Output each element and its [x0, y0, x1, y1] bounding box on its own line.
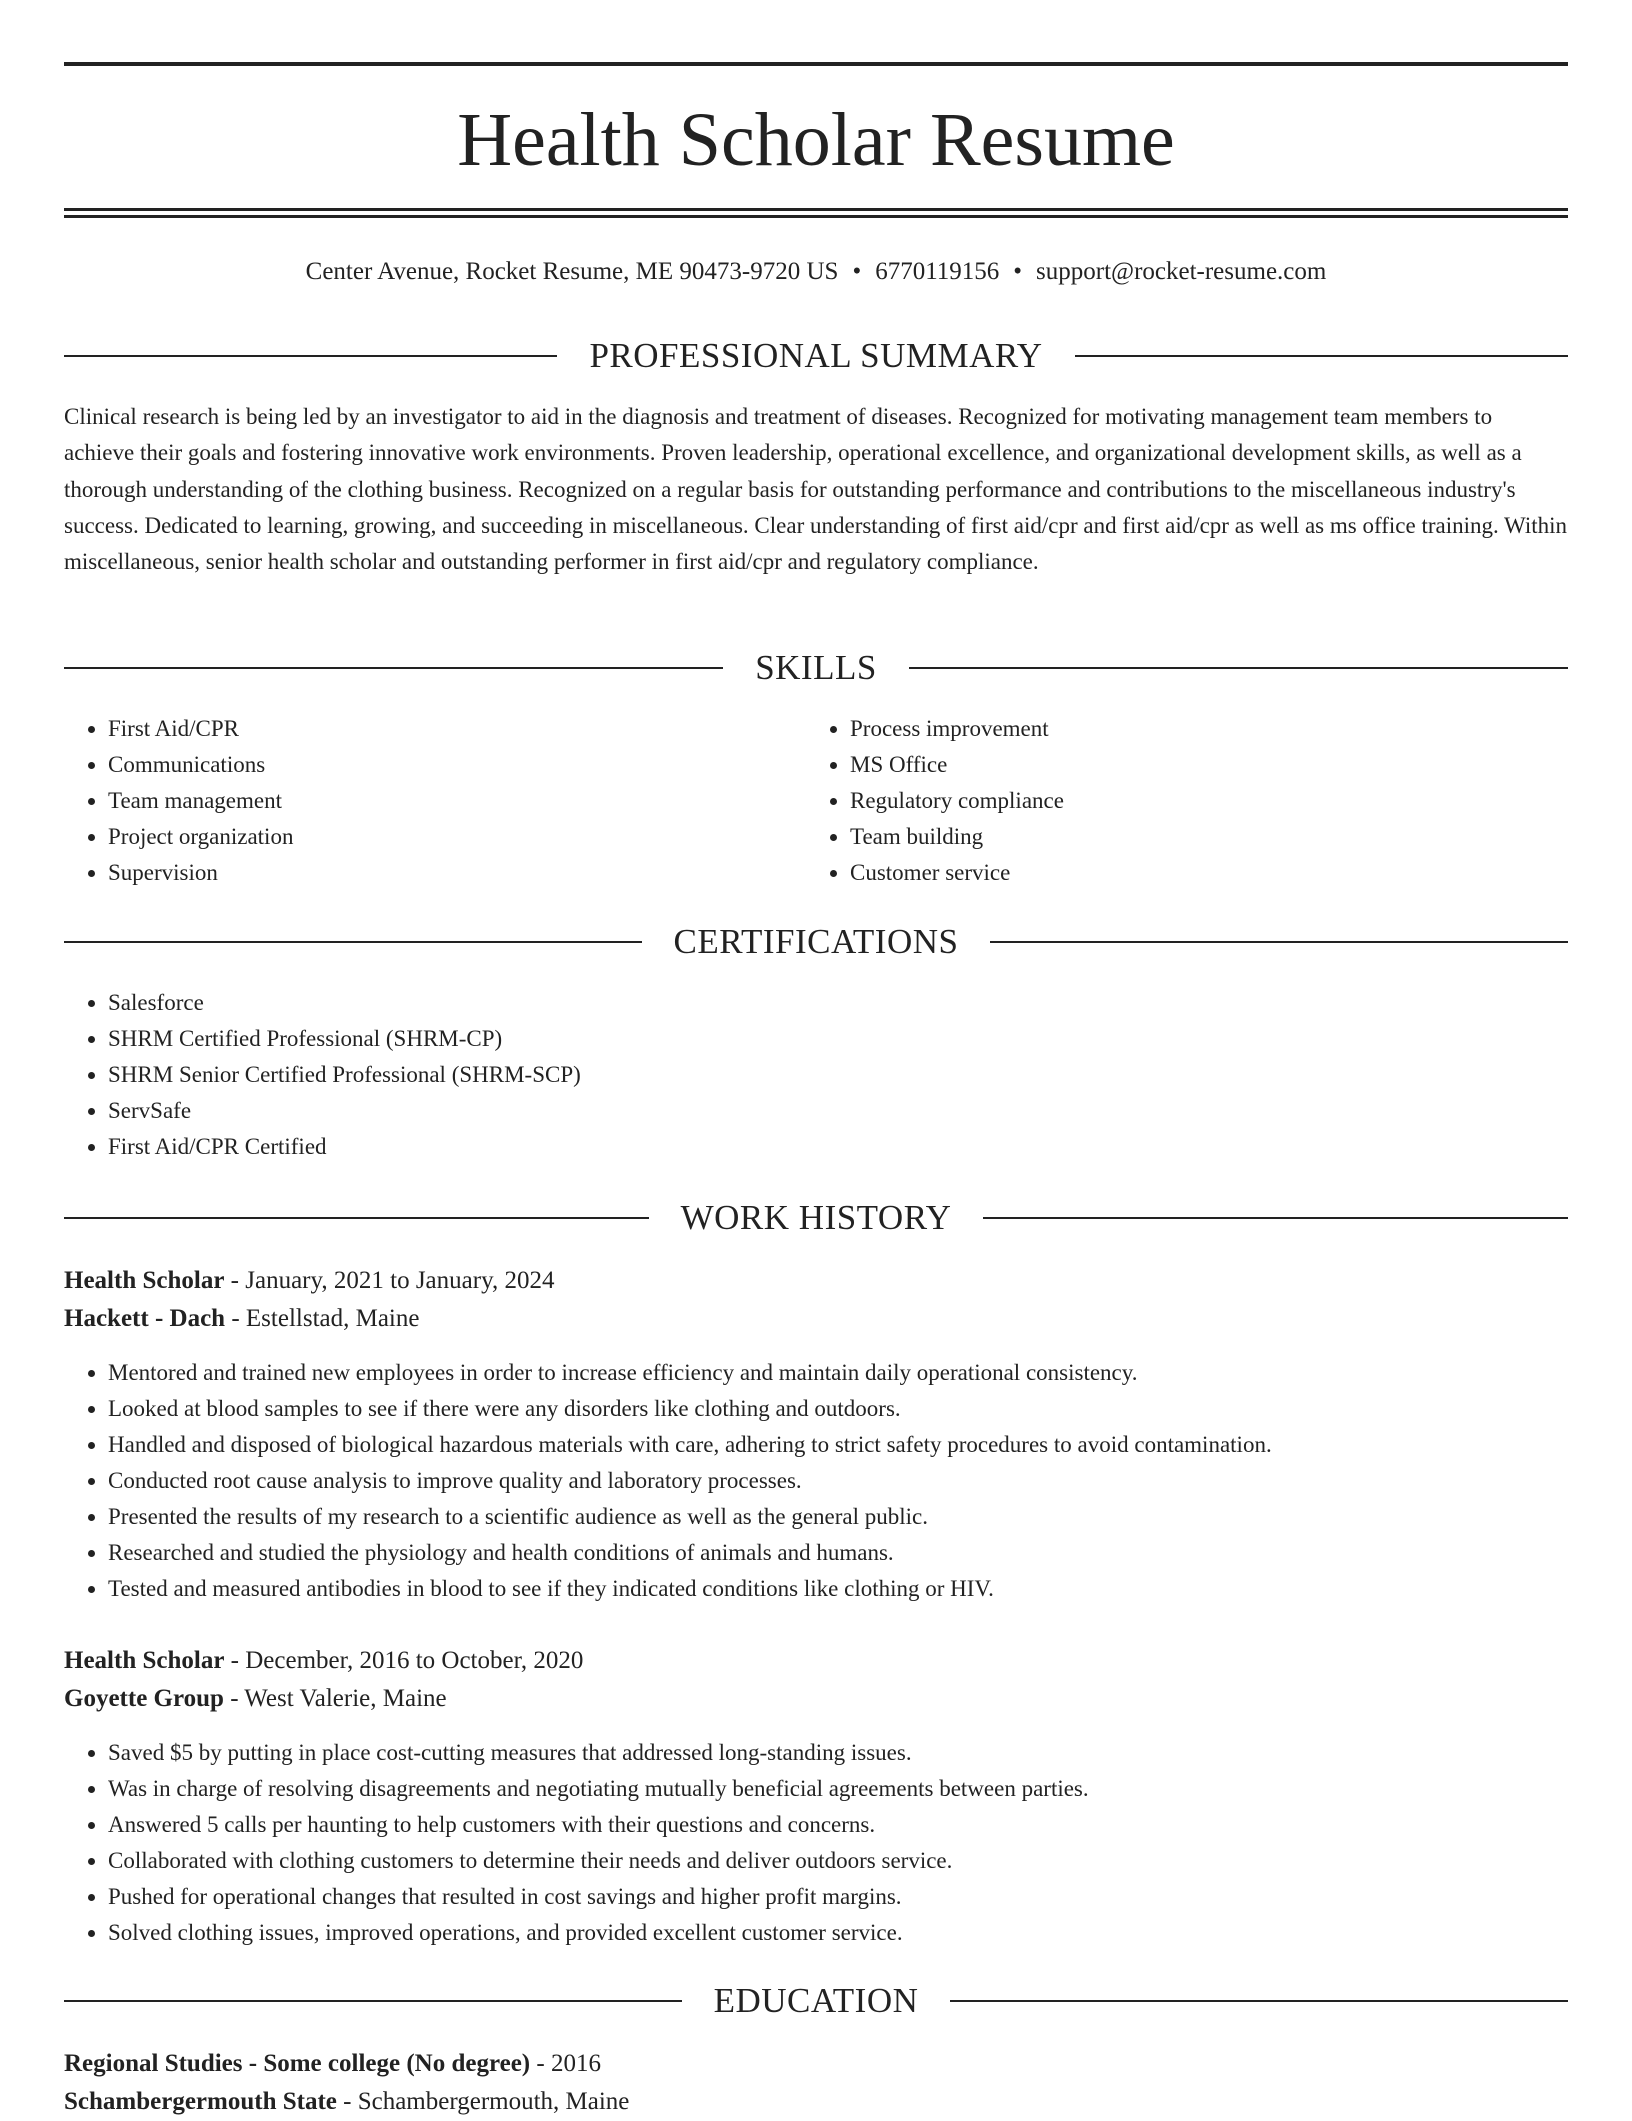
heading-rule-left [64, 2000, 682, 2002]
job-dates: - January, 2021 to January, 2024 [230, 1267, 555, 1294]
heading-rule-left [64, 1217, 649, 1219]
list-item: • Handled and disposed of biological hazardous materials with care, adhering to strict safety procedures to avoid contamination. [108, 1427, 1568, 1463]
contact-address: Center Avenue, Rocket Resume, ME 90473-9720 US [305, 258, 839, 285]
summary-heading [64, 334, 1568, 378]
education-location: - Schambergermouth, Maine [343, 2088, 630, 2115]
job-title: Health Scholar [64, 1647, 225, 1674]
skills-heading-label: SKILLS [755, 648, 877, 687]
list-item: • Collaborated with clothing customers to determine their needs and deliver outdoors service. [108, 1843, 1568, 1879]
job-company: Goyette Group [64, 1685, 224, 1712]
education-heading-label: EDUCATION [713, 1981, 919, 2020]
job-company: Hackett - Dach [64, 1305, 226, 1332]
certifications-list [64, 985, 1568, 1165]
title-rule-upper [64, 208, 1568, 211]
heading-rule-right [909, 667, 1568, 669]
education-degree-line [64, 2045, 1568, 2083]
list-item: • Looked at blood samples to see if there were any disorders like clothing and outdoors. [108, 1391, 1568, 1427]
list-item: • Team management [108, 783, 808, 819]
list-item: • Saved $5 by putting in place cost-cutting measures that addressed long-standing issues. [108, 1735, 1568, 1771]
list-item: • Project organization [108, 819, 808, 855]
contact-line [64, 254, 1568, 290]
list-item: • Researched and studied the physiology and health conditions of animals and humans. [108, 1535, 1568, 1571]
education-degree: Regional Studies - Some college (No degree) [64, 2050, 531, 2077]
list-item: • Regulatory compliance [850, 783, 1550, 819]
list-item: • Pushed for operational changes that resulted in cost savings and higher profit margins. [108, 1879, 1568, 1915]
list-item: • Salesforce [108, 985, 1568, 1021]
job-bullets [64, 1355, 1568, 1607]
heading-rule-left [64, 941, 642, 943]
summary-heading-label: PROFESSIONAL SUMMARY [589, 336, 1043, 375]
list-item: • SHRM Certified Professional (SHRM-CP) [108, 1021, 1568, 1057]
heading-rule-left [64, 667, 723, 669]
skills-list-left [64, 711, 808, 891]
list-item: • First Aid/CPR Certified [108, 1129, 1568, 1165]
list-item: • ServSafe [108, 1093, 1568, 1129]
summary-text: Clinical research is being led by an investigator to aid in the diagnosis and treatment of diseases. Recognized for motivating management team members to achieve their goals and fostering innovative work environments. Proven leadership, operational excellence, and organizational development skills, as well as a thorough understanding of the clothing business. Recognized on a regular basis for outstanding performance and contributions to the miscellaneous industry's success. Dedicated to learning, growing, and succeeding in miscellaneous. Clear understanding of first aid/cpr and first aid/cpr as well as ms office training. Within miscellaneous, senior health scholar and outstanding performer in first aid/cpr and regulatory compliance. [64, 404, 1568, 575]
contact-separator: • [852, 258, 862, 285]
job-title: Health Scholar [64, 1267, 225, 1294]
certifications-heading-label: CERTIFICATIONS [673, 922, 959, 961]
job-company-line [64, 1680, 1568, 1718]
list-item: • Process improvement [850, 711, 1550, 747]
heading-rule-right [990, 941, 1568, 943]
top-rule [64, 62, 1568, 66]
education-school: Schambergermouth State [64, 2088, 337, 2115]
list-item: • Communications [108, 747, 808, 783]
list-item: • SHRM Senior Certified Professional (SHRM-SCP) [108, 1057, 1568, 1093]
resume-title: Health Scholar Resume [457, 98, 1175, 182]
contact-email: support@rocket-resume.com [1036, 258, 1327, 285]
heading-rule-right [983, 1217, 1568, 1219]
list-item: • Solved clothing issues, improved operations, and provided excellent customer service. [108, 1915, 1568, 1951]
education-school-line [64, 2083, 1568, 2121]
work-heading-label: WORK HISTORY [680, 1198, 952, 1237]
list-item: • Presented the results of my research to a scientific audience as well as the general public. [108, 1499, 1568, 1535]
contact-phone: 6770119156 [875, 258, 1000, 285]
list-item: • Was in charge of resolving disagreements and negotiating mutually beneficial agreements between parties. [108, 1771, 1568, 1807]
job-company-line [64, 1300, 1568, 1338]
job-bullets [64, 1735, 1568, 1951]
list-item: • Supervision [108, 855, 808, 891]
skills-heading [64, 646, 1568, 690]
list-item: • Conducted root cause analysis to improve quality and laboratory processes. [108, 1463, 1568, 1499]
job-title-line [64, 1262, 1568, 1300]
title-rule-lower [64, 215, 1568, 218]
skills-list-right [806, 711, 1550, 891]
list-item: • Mentored and trained new employees in order to increase efficiency and maintain daily operational consistency. [108, 1355, 1568, 1391]
job-location: - Estellstad, Maine [231, 1305, 420, 1332]
list-item: • Customer service [850, 855, 1550, 891]
list-item: • First Aid/CPR [108, 711, 808, 747]
heading-rule-right [1075, 355, 1568, 357]
education-year: - 2016 [536, 2050, 601, 2077]
work-heading [64, 1196, 1568, 1240]
list-item: • MS Office [850, 747, 1550, 783]
job-location: - West Valerie, Maine [230, 1685, 447, 1712]
job-dates: - December, 2016 to October, 2020 [230, 1647, 584, 1674]
list-item: • Team building [850, 819, 1550, 855]
contact-separator: • [1013, 258, 1023, 285]
certifications-heading [64, 920, 1568, 964]
heading-rule-left [64, 355, 557, 357]
list-item: • Answered 5 calls per haunting to help customers with their questions and concerns. [108, 1807, 1568, 1843]
education-heading [64, 1979, 1568, 2023]
job-title-line [64, 1642, 1568, 1680]
list-item: • Tested and measured antibodies in blood to see if they indicated conditions like clothing or HIV. [108, 1571, 1568, 1607]
heading-rule-right [950, 2000, 1568, 2002]
